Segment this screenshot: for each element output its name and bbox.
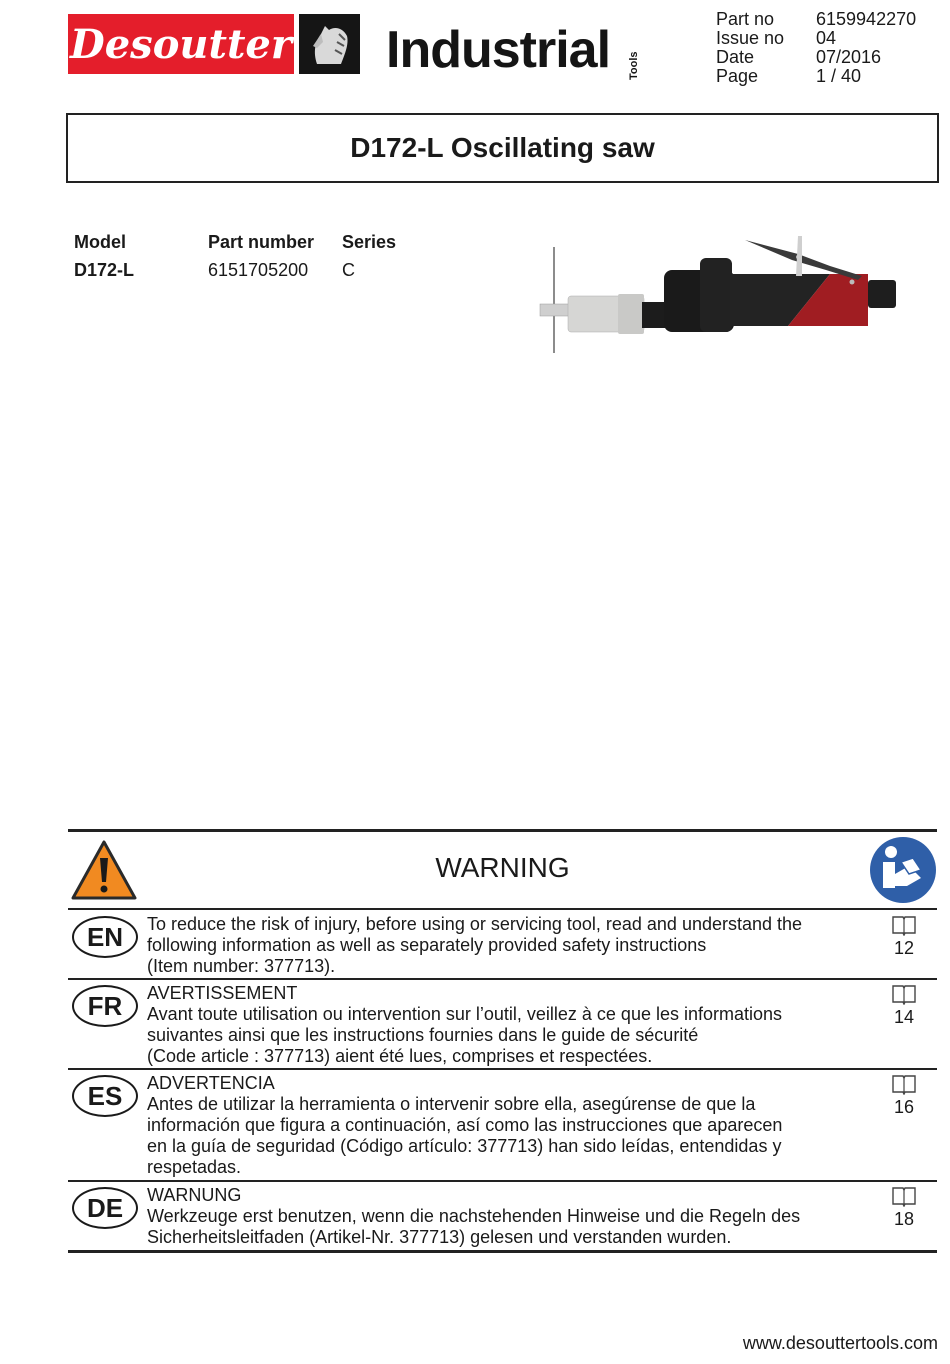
- warning-row-es: [68, 1070, 937, 1180]
- language-badge-en: EN: [72, 916, 138, 958]
- meta-row-part-no: Part no 6159942270: [716, 9, 917, 29]
- meta-row-page: Page 1 / 40: [716, 66, 862, 86]
- book-icon: [891, 1185, 917, 1207]
- read-manual-icon: [869, 836, 937, 904]
- warning-row-en: [68, 910, 937, 978]
- warning-text-en: To reduce the risk of injury, before using or servicing tool, read and understand the following information as well as separately provided safety instructions (Item number: 377713).: [147, 914, 803, 976]
- oscillating-saw-icon: [530, 230, 910, 360]
- model-table-row: D172-L 6151705200 C: [74, 260, 355, 280]
- book-icon: [891, 914, 917, 936]
- warning-bottom-rule: [68, 1250, 937, 1253]
- warning-text-fr: AVERTISSEMENT Avant toute utilisation ou intervention sur l’outil, veillez à ce que les informations suivantes ainsi que les instructions fournies dans le guide de sécurité (Code article : 377713) aient été lues, comprises et respectées.: [147, 983, 783, 1066]
- warning-title: WARNING: [435, 852, 570, 883]
- tools-wordmark: Tools: [628, 51, 640, 80]
- industrial-wordmark: Industrial: [386, 21, 611, 79]
- language-badge-es: ES: [72, 1075, 138, 1117]
- book-icon: [891, 983, 917, 1005]
- model-table: [74, 228, 396, 284]
- language-badge-fr: FR: [72, 985, 138, 1027]
- website-link[interactable]: www.desouttertools.com: [742, 1333, 938, 1353]
- warning-row-fr: [68, 980, 937, 1068]
- page-reference-en[interactable]: 12: [886, 914, 922, 959]
- document-title: D172-L Oscillating saw: [350, 132, 655, 163]
- language-badge-de: DE: [72, 1187, 138, 1229]
- warning-top-rule: [68, 829, 937, 832]
- book-icon: [891, 1073, 917, 1095]
- document-meta: [716, 10, 916, 86]
- horse-head-icon: [299, 14, 360, 74]
- warning-row-de: [68, 1182, 937, 1250]
- page-reference-es[interactable]: 16: [886, 1073, 922, 1118]
- brand-name: Desoutter: [70, 20, 292, 68]
- model-table-header: Model Part number Series: [74, 232, 397, 252]
- meta-row-issue-no: Issue no 04: [716, 28, 837, 48]
- page-reference-de[interactable]: 18: [886, 1185, 922, 1230]
- desoutter-logo: [68, 14, 294, 74]
- warning-text-es: ADVERTENCIA Antes de utilizar la herramienta o intervenir sobre ella, asegúrense de que la información que figura a continuación, así como las instrucciones que aparecen en la guía de seguridad (Código artículo: 377713) han sido leídas, entendidas y respetadas.: [147, 1073, 783, 1177]
- page-reference-fr[interactable]: 14: [886, 983, 922, 1028]
- warning-text-de: WARNUNG Werkzeuge erst benutzen, wenn die nachstehenden Hinweise und die Regeln des Sicherheitsleitfaden (Artikel-Nr. 377713) gelesen und verstanden wurden.: [147, 1185, 801, 1247]
- meta-row-date: Date 07/2016: [716, 47, 882, 67]
- document-title-box: [66, 113, 939, 183]
